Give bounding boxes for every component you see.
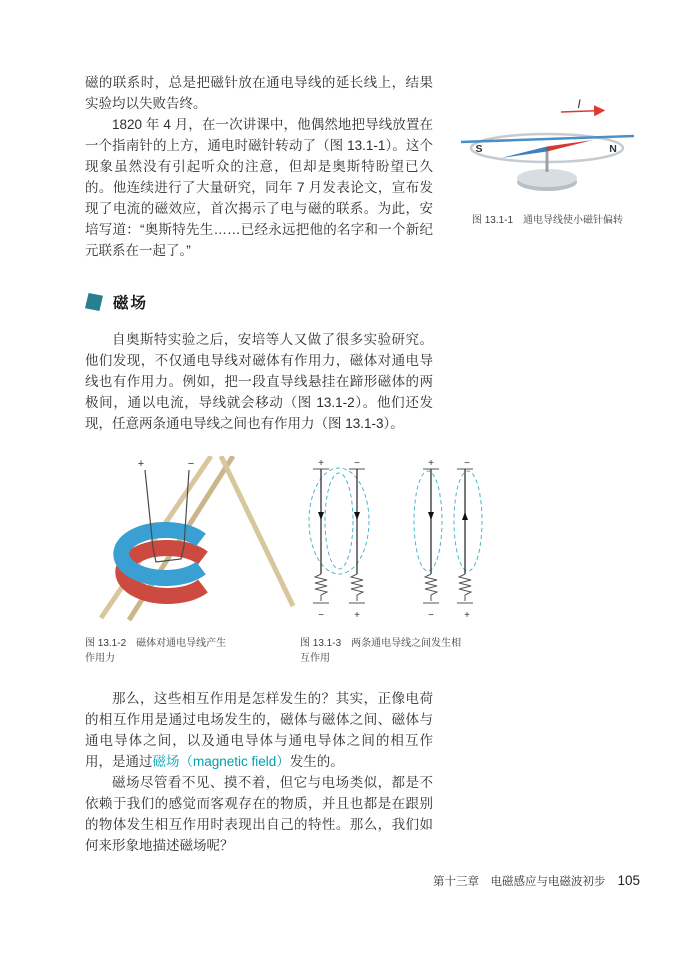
terminal-label: +	[428, 458, 434, 469]
spring-left	[315, 574, 327, 601]
terminal-label: −	[464, 458, 470, 469]
parallel-wires-repel-illustration	[406, 456, 488, 626]
field-line-right	[454, 471, 482, 571]
current-arrow-left-down	[428, 512, 434, 520]
parallel-wires-attract-illustration	[300, 456, 380, 626]
current-arrow-right-up	[462, 512, 468, 520]
terminal-label: −	[318, 610, 324, 621]
page-content	[85, 72, 640, 856]
page-footer	[85, 872, 640, 890]
south-pole-label: S	[475, 143, 483, 155]
current-direction-arrow	[561, 111, 603, 113]
footer-chapter-title: 第十三章 电磁感应与电磁波初步	[432, 876, 606, 888]
paragraph-ampere-experiments: 自奥斯特实验之后，安培等人又做了很多实验研究。他们发现，不仅通电导线对磁体有作用力，磁体对通电导线也有作用力。例如，把一段直导线悬挂在蹄形磁体的两极间，通以电流，导线就会移动（图 13.1-2）。他们还发现，任意两条通电导线之间也有作用力（图 13.1-3）。	[85, 332, 433, 431]
spring-right	[351, 574, 363, 601]
terminal-label: −	[428, 610, 434, 621]
figure-13-1-2-canvas	[85, 456, 300, 628]
terminal-label: +	[464, 610, 470, 621]
figure-13-1-3-canvas	[300, 456, 488, 628]
needle-north-half	[547, 140, 593, 152]
field-line-outer	[309, 468, 369, 574]
footer-page-number: 105	[617, 873, 640, 888]
figure-13-1-2-illustration	[85, 456, 300, 624]
terminal-minus-label: −	[187, 458, 195, 470]
paragraph-continuation: 磁的联系时，总是把磁针放在通电导线的延长线上，结果实验均以失败告终。	[85, 75, 433, 111]
magnetic-field-term: 磁场（magnetic field）	[152, 754, 290, 769]
spring-left	[425, 574, 437, 601]
figure-13-1-1	[455, 98, 640, 261]
paragraph-oersted: 1820 年 4 月，在一次讲课中，他偶然地把导线放置在一个指南针的上方，通电时磁针转动了（图 13.1-1）。这个现象虽然没有引起听众的注意，但却是奥斯特盼望已久的。他连续进行了大量研究，同年 7 月发表论文，宣布发现了电流的磁效应，首次揭示了电与磁的联系。为此，安培写道：“奥斯特先生……已经永远把他的名字和一个新纪元联系在一起了。”	[85, 117, 433, 258]
terminal-label: +	[318, 458, 324, 469]
body-text-segment: 发生的。	[289, 754, 344, 769]
section-title: 磁场	[113, 295, 149, 312]
figure-13-1-2	[85, 456, 300, 666]
terminal-label: −	[354, 458, 360, 469]
field-line-inner	[325, 473, 353, 569]
section-heading	[85, 291, 640, 313]
current-label: I	[577, 98, 581, 111]
main-text-column	[85, 72, 433, 261]
terminal-plus-label: +	[137, 458, 145, 470]
paragraph-field-properties: 磁场尽管看不见、摸不着，但它与电场类似，都是不依赖于我们的感觉而客观存在的物质，并且也都是在跟别的物体发生相互作用时表现出自己的特性。那么，我们如何来形象地描述磁场呢？	[85, 775, 433, 853]
current-arrow-right-down	[354, 512, 360, 520]
spring-right	[459, 574, 471, 601]
figures-row	[85, 456, 640, 666]
figure-13-1-1-illustration	[455, 98, 640, 200]
needle-south-half	[501, 147, 547, 159]
north-pole-label: N	[609, 143, 617, 155]
figure-13-1-1-caption: 图 13.1-1 通电导线使小磁针偏转	[471, 215, 624, 226]
paragraph-magnetic-field-definition	[85, 688, 433, 772]
needle-pivot	[545, 147, 548, 150]
figure-13-1-2-caption: 图 13.1-2 磁体对通电导线产生作用力	[85, 638, 227, 664]
terminal-label: +	[354, 610, 360, 621]
wood-rod-right	[221, 456, 293, 606]
current-arrow-left-down	[318, 512, 324, 520]
field-line-left	[414, 471, 442, 571]
body-text-segment: 那么，这些相互作用是怎样发生的？其实，正像电荷的相互作用是通过电场发生的，磁体与磁体之间、磁体与通电导体之间，以及通电导体与通电导体之间的相互作用，是通过	[85, 691, 433, 769]
figure-13-1-3	[300, 456, 488, 666]
top-section	[85, 72, 640, 261]
figure-13-1-3-caption: 图 13.1-3 两条通电导线之间发生相互作用	[300, 638, 462, 664]
section-marker-icon	[85, 293, 103, 311]
